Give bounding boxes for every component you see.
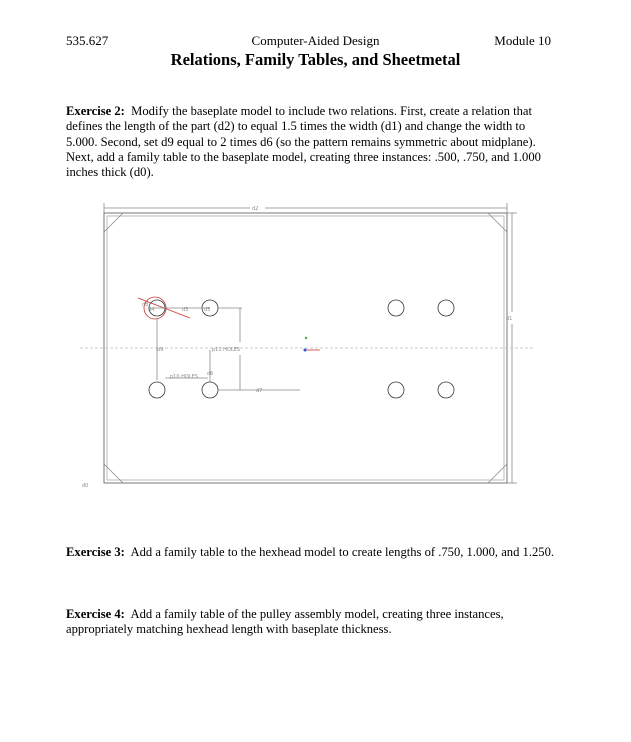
dim-d2: d2 <box>252 206 259 212</box>
exercise-4 <box>66 607 556 638</box>
hole <box>438 382 454 398</box>
exercise-2-label: Exercise 2: <box>66 104 125 118</box>
dim-d7: d7 <box>256 388 263 394</box>
hole <box>388 300 404 316</box>
course-number: 535.627 <box>66 33 109 48</box>
course-name: Computer-Aided Design <box>251 33 380 48</box>
exercise-2 <box>66 104 556 180</box>
exercise-4-label: Exercise 4: <box>66 607 125 621</box>
dim-d0: d0 <box>82 483 89 489</box>
dim-d6: d6 <box>207 371 214 377</box>
hole <box>149 382 165 398</box>
dim-d3: d3 <box>182 307 189 313</box>
hole <box>388 382 404 398</box>
dim-p10-holes: p10 HOLES <box>170 374 198 380</box>
dim-d5: d5 <box>204 307 211 313</box>
exercise-2-text: Modify the baseplate model to include two relations. First, create a relation that defines the length of the part (d2) to equal 1.5 times the width (d1) and change the width to 5.000. Second, set d9 equal to 2 times d6 (so the pattern remains symmetric about midplane). Next, add a family table to the baseplate model, creating three instances: .500, .750, and 1.000 inches thick (d0). <box>66 104 541 180</box>
dim-p11-holes: p11 HOLES <box>212 347 240 353</box>
dim-d9: d9 <box>157 347 164 353</box>
baseplate-drawing <box>80 200 535 495</box>
page-title: Relations, Family Tables, and Sheetmetal <box>170 50 461 69</box>
exercise-4-text: Add a family table of the pulley assembly model, creating three instances, appropriately matching hexhead length with baseplate thickness. <box>66 607 504 637</box>
dim-d8: d8 <box>142 302 149 308</box>
hole <box>202 382 218 398</box>
dim-d1: d1 <box>506 316 513 322</box>
dim-d4: d4 <box>148 307 155 313</box>
hole <box>438 300 454 316</box>
module-label: Module 10 <box>494 33 551 48</box>
exercise-3-text: Add a family table to the hexhead model to create lengths of .750, 1.000, and 1.250. <box>130 545 555 559</box>
exercise-3 <box>66 545 556 560</box>
exercise-3-label: Exercise 3: <box>66 545 125 559</box>
